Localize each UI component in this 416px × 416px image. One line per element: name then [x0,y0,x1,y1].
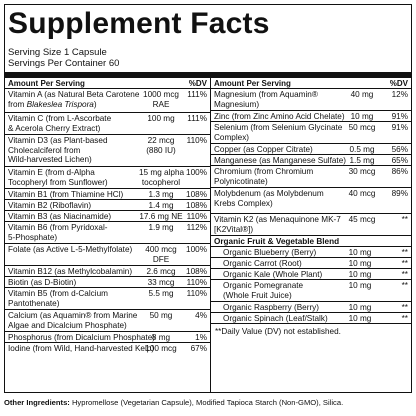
right-column [211,78,411,392]
nutrient-row: Biotin (as D-Biotin) 33 mcg 110% [5,277,210,288]
nutrient-row: Chromium (from Chromium Polynicotinate) 30 mcg 86% [211,166,411,188]
nutrient-row: Folate (as Active L-5-Methylfolate) 400 mcg DFE 100% [5,244,210,266]
other-ingredients: Other Ingredients: Hypromellose (Vegetarian Capsule), Modified Tapioca Starch (Non-GMO), Silica. [4,398,344,407]
nutrient-row: Vitamin D3 (as Plant-based Cholecalciferol from Wild-harvested Lichen) 22 mcg (880 IU) 110% [5,135,210,167]
nutrient-row: Vitamin A (as Natural Beta Carotene from Blakeslea Trispora) 1000 mcg RAE 111% [5,89,210,113]
amount-per-serving-heading: Amount Per Serving [214,79,291,88]
nutrient-row: Vitamin E (from d-Alpha Tocopheryl from Sunflower) 15 mg alpha tocopherol 100% [5,167,210,189]
amount-per-serving-heading: Amount Per Serving [8,79,85,88]
left-column [5,78,211,392]
nutrient-row: Vitamin B3 (as Niacinamide) 17.6 mg NE 110% [5,211,210,222]
nutrient-row: Molybdenum (as Molybdenum Krebs Complex) 40 mcg 89% [214,189,408,208]
blend-item-row: Organic Blueberry (Berry) 10 mg ** [211,247,411,258]
nutrient-row: Manganese (as Manganese Sulfate) 1.5 mg 65% [211,155,411,166]
servings-per-container: Servings Per Container 60 [8,58,120,69]
nutrient-row: Vitamin B6 (from Pyridoxal- 5-Phosphate) 1.9 mg 112% [5,222,210,244]
dv-heading: %DV [389,79,408,88]
blend-item-row: Organic Pomegranate (Whole Fruit Juice) 10 mg ** [211,280,411,302]
nutrient-row: Selenium (from Selenium Glycinate Complex) 50 mcg 91% [211,122,411,144]
nutrient-row: Copper (as Copper Citrate) 0.5 mg 56% [211,144,411,155]
daily-value-footnote: **Daily Value (DV) not established. [215,327,341,336]
nutrient-row: Zinc (from Zinc Amino Acid Chelate) 10 mg 91% [211,111,411,122]
left-header [5,78,210,89]
vitamin-k2-row: Vitamin K2 (as Menaquinone MK-7 [K2Vital®]) 45 mcg ** [211,214,411,236]
blend-title-row [211,236,411,247]
nutrient-row: Calcium (as Aquamin® from Marine Algae and Dicalcium Phosphate) 50 mg 4% [5,310,210,332]
nutrient-row: Phosphorus (from Dicalcium Phosphate) 8 mg 1% [5,332,210,343]
supplement-facts-panel [4,4,412,393]
blend-item-row: Organic Spinach (Leaf/Stalk) 10 mg ** [211,313,411,324]
dv-heading: %DV [188,79,207,88]
nutrient-row: Vitamin C (from L-Ascorbate & Acerola Cherry Extract) 100 mg 111% [5,113,210,135]
serving-size: Serving Size 1 Capsule [8,47,107,58]
blend-title: Organic Fruit & Vegetable Blend [214,237,340,246]
nutrient-row: Vitamin B12 (as Methylcobalamin) 2.6 mcg 108% [5,266,210,277]
blend-item-row: Organic Carrot (Root) 10 mg ** [211,258,411,269]
nutrient-row: Vitamin B1 (from Thiamine HCl) 1.3 mg 108% [5,189,210,200]
nutrient-row: Iodine (from Wild, Hand-harvested Kelp) 100 mcg 67% [8,344,207,353]
nutrient-row: Vitamin B5 (from d-Calcium Pantothenate) 5.5 mg 110% [5,288,210,310]
nutrient-row: Vitamin B2 (Riboflavin) 1.4 mg 108% [5,200,210,211]
panel-title: Supplement Facts [8,7,270,40]
blend-item-row: Organic Raspberry (Berry) 10 mg ** [211,302,411,313]
nutrient-row: Magnesium (from Aquamin® Magnesium) 40 mg 12% [211,89,411,111]
right-header [211,78,411,89]
blend-item-row: Organic Kale (Whole Plant) 10 mg ** [211,269,411,280]
